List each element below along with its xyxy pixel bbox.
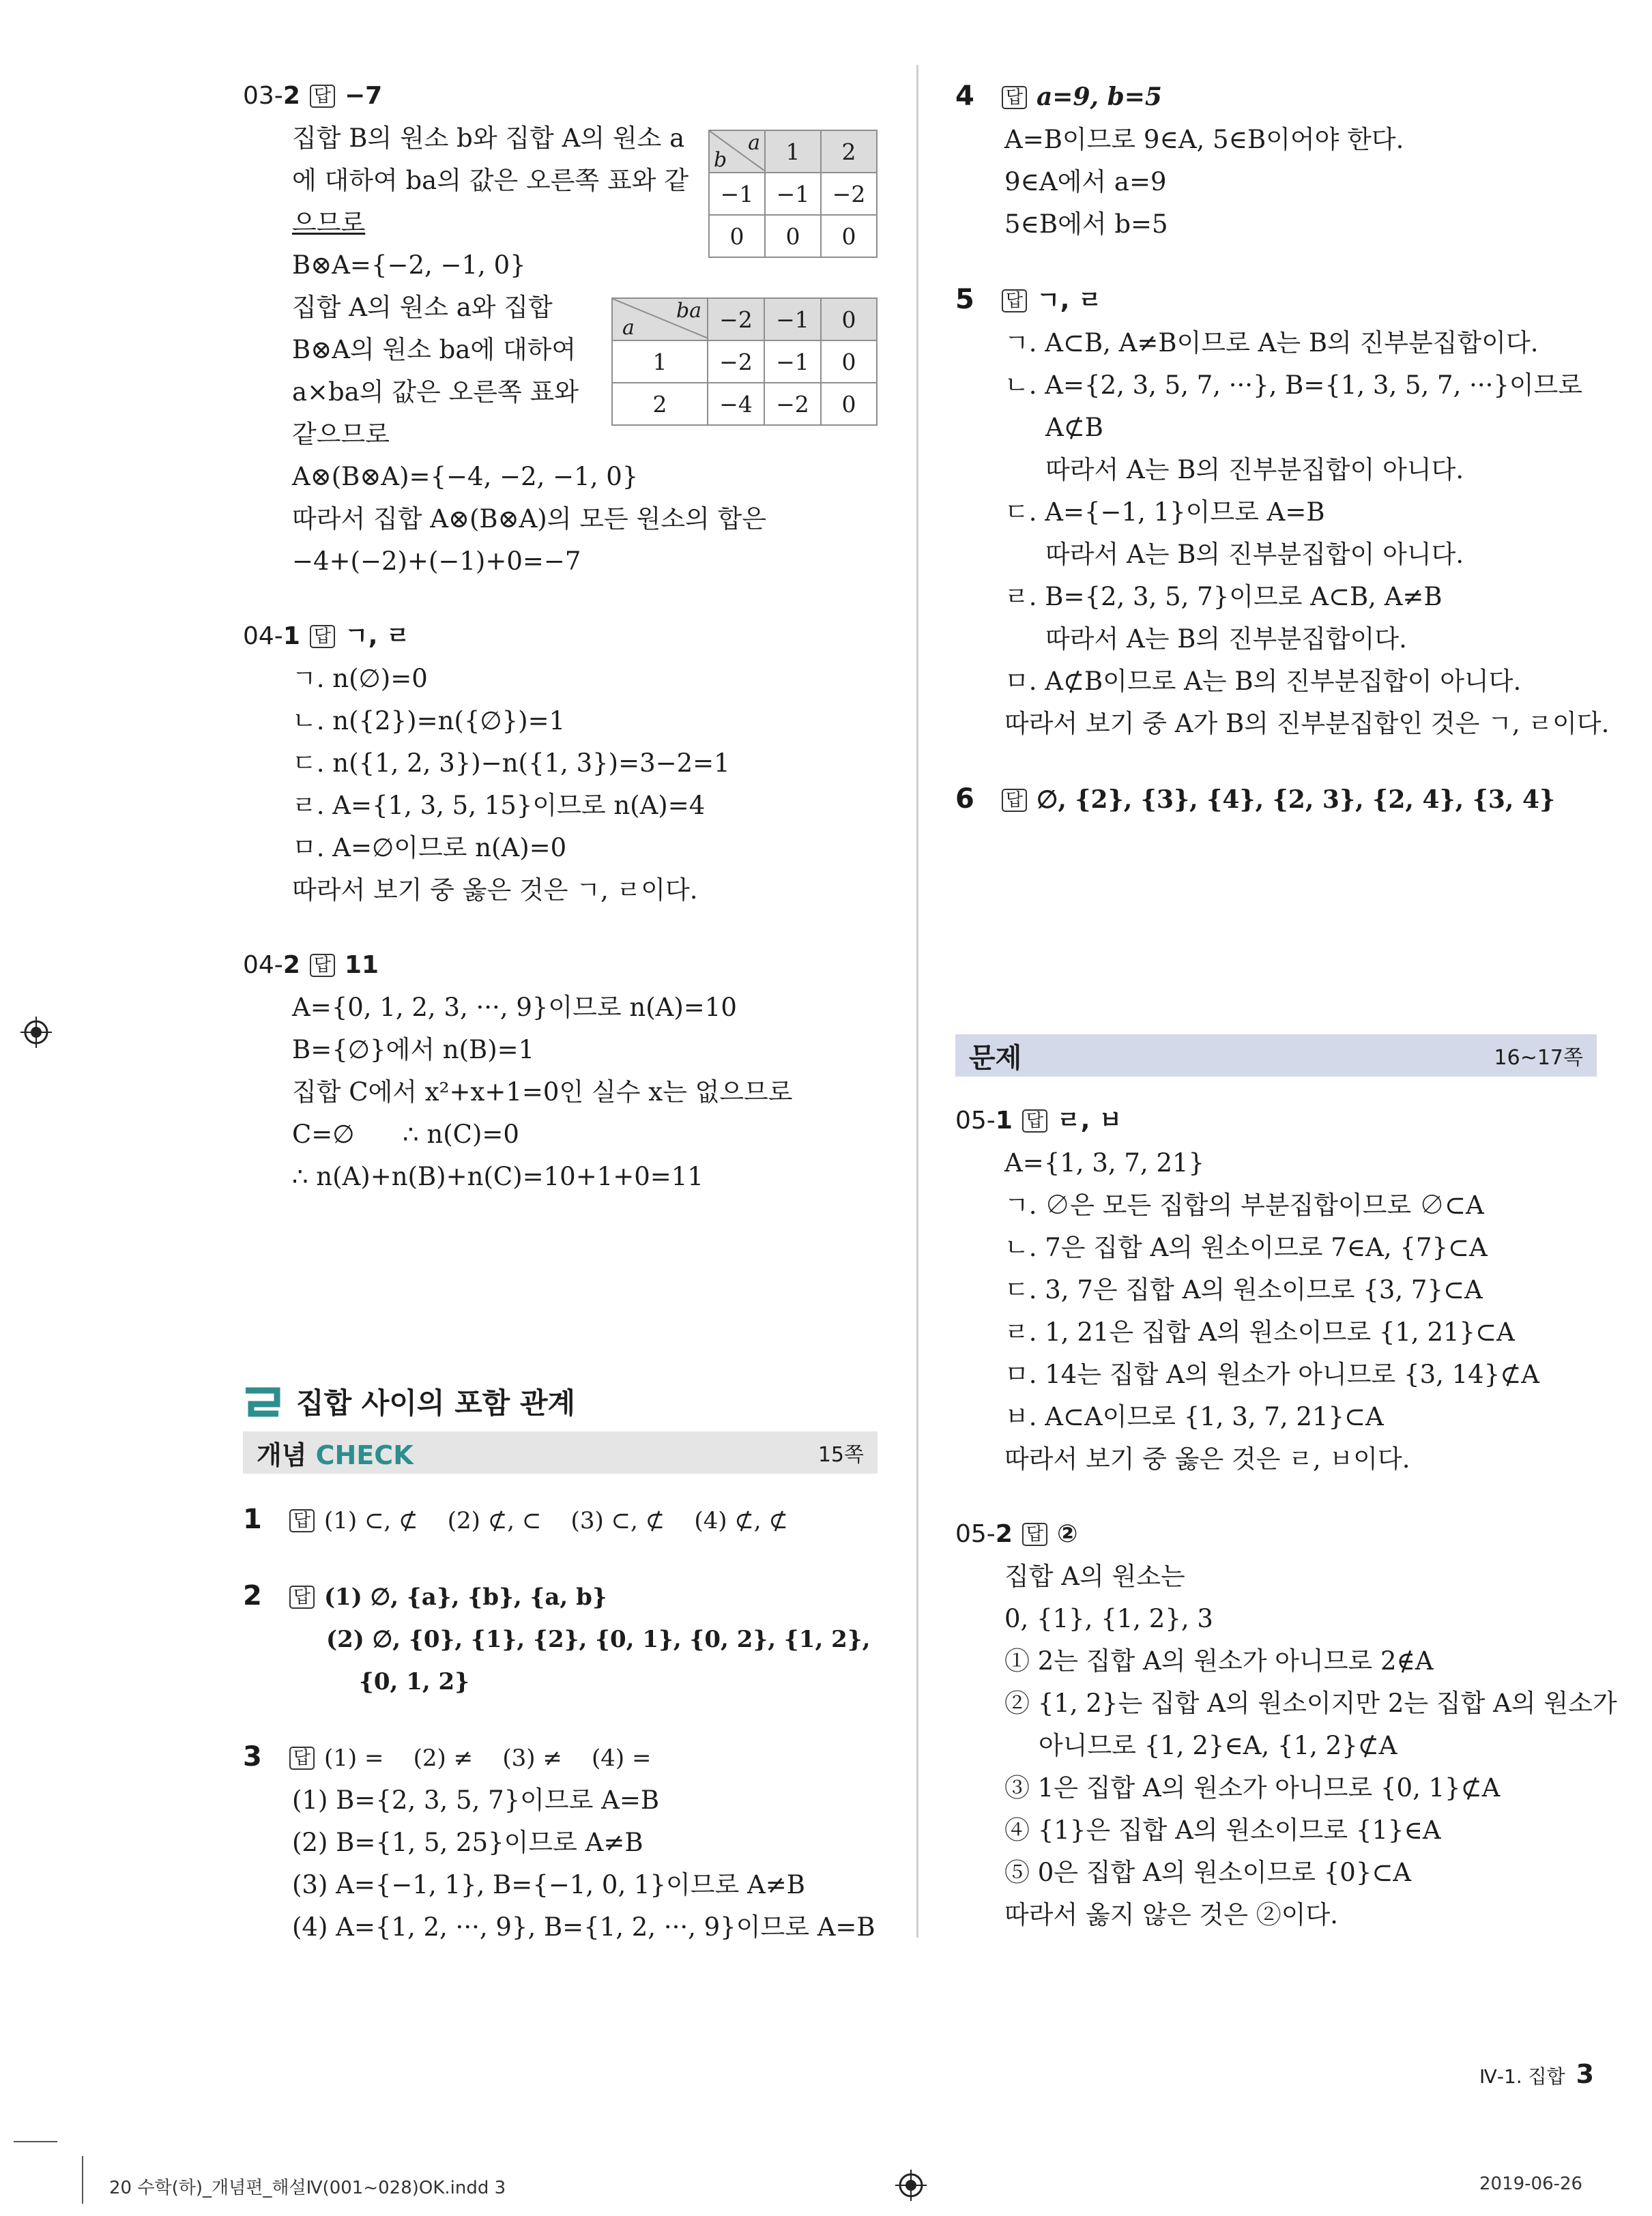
question-2 [243,1575,878,1703]
text-line: 따라서 보기 중 A가 B의 진부분집합인 것은 ㄱ, ㄹ이다. [1004,709,1610,738]
text-line: A⊄B [1045,413,1103,442]
text-line: 따라서 보기 중 옳은 것은 ㄱ, ㄹ이다. [292,875,698,905]
right-column [955,75,1617,1936]
text-line: 따라서 보기 중 옳은 것은 ㄹ, ㅂ이다. [1004,1444,1410,1474]
running-footer [1479,2059,1594,2089]
text-line: ④ {1}은 집합 A의 원소이므로 {1}∈A [1004,1816,1441,1845]
table-header-cell: −1 [764,298,821,340]
page-number: 3 [1576,2059,1595,2089]
text-line: ㄷ. A={−1, 1}이므로 A=B [1004,497,1325,527]
question-1 [243,1498,878,1542]
registration-mark-icon [895,2170,927,2201]
section-2 [243,1382,878,1474]
table-cell: −1 [764,340,821,383]
text-line: 집합 B의 원소 b와 집합 A의 원소 a [292,123,685,153]
text-line: ㄷ. 3, 7은 집합 A의 원소이므로 {3, 7}⊂A [1004,1275,1483,1304]
answer: (1) ∅, {a}, {b}, {a, b} [323,1584,607,1611]
value-table-ba [708,130,878,258]
problem-04-2 [243,944,878,1198]
answer-tag: 답 [1002,86,1027,109]
table-corner [612,298,708,340]
text-line: ㅂ. A⊂A이므로 {1, 3, 7, 21}⊂A [1004,1402,1384,1431]
question-number: 2 [243,1580,262,1612]
text-line: ㄹ. A={1, 3, 5, 15}이므로 n(A)=4 [292,791,706,820]
bar-title: 개념 [257,1440,307,1470]
answer: 11 [345,951,379,979]
corner-top-label: ba [676,299,702,323]
text-line: ∴ n(A)+n(B)+n(C)=10+1+0=11 [292,1162,704,1191]
table-cell: −2 [764,383,821,425]
text-line: ㅁ. 14는 집합 A의 원소가 아니므로 {3, 14}⊄A [1004,1360,1539,1389]
problem-05-1 [955,1100,1597,1481]
answer-line: (2) ∅, {0}, {1}, {2}, {0, 1}, {0, 2}, {1, 2}, [326,1626,871,1653]
text-line: 같으므로 [292,420,390,449]
text-line: ㄹ. 1, 21은 집합 A의 원소이므로 {1, 21}⊂A [1004,1317,1515,1347]
text-line: A={0, 1, 2, 3, ···, 9}이므로 n(A)=10 [292,993,737,1022]
text-line: A={1, 3, 7, 21} [1004,1148,1205,1178]
print-date: 2019-06-26 [1479,2174,1583,2194]
answer-tag: 답 [310,85,335,108]
answer: ∅, {2}, {3}, {4}, {2, 3}, {2, 4}, {3, 4} [1036,785,1556,814]
text-line: (2) B={1, 5, 25}이므로 A≠B [292,1828,643,1857]
bar-page: 15쪽 [817,1443,864,1467]
section-number-icon [243,1386,281,1420]
answer-tag: 답 [310,625,335,648]
text-line: ② {1, 2}는 집합 A의 원소이지만 2는 집합 A의 원소가 [1004,1689,1617,1718]
text-line: 5∈B에서 b=5 [1004,209,1168,239]
problem-number: 04-1 [243,622,300,650]
answer: ㄱ, ㄹ [345,622,410,650]
registration-mark-icon [20,1017,52,1048]
problem-04-1 [243,615,878,912]
answer: −7 [345,82,383,110]
answer-tag: 답 [1002,289,1027,312]
text-line: 따라서 A는 B의 진부분집합이 아니다. [1045,455,1464,484]
problem-number: 05-2 [955,1520,1013,1548]
answer: ㄱ, ㄹ [1036,287,1102,315]
table-cell: −2 [708,340,764,383]
table-cell: 0 [765,215,821,257]
text-line: 에 대하여 ba의 값은 오른쪽 표와 같 [292,166,689,195]
text-line: B⊗A={−2, −1, 0} [292,250,526,280]
answer-tag: 답 [1022,1523,1047,1546]
text-line: (3) A={−1, 1}, B={−1, 0, 1}이므로 A≠B [292,1870,805,1899]
bar-title: 문제 [969,1042,1022,1074]
table-row-header: 1 [612,340,708,383]
text-line: ㄱ. ∅은 모든 집합의 부분집합이므로 ∅⊂A [1004,1191,1484,1220]
text-line: B={∅}에서 n(B)=1 [292,1035,535,1064]
answer-line: {0, 1, 2} [359,1668,470,1695]
crop-mark [14,2141,57,2142]
text-line: (1) B={2, 3, 5, 7}이므로 A=B [292,1785,660,1815]
text-line: 집합 A의 원소 a와 집합 [292,293,553,322]
text-line: 따라서 집합 A⊗(B⊗A)의 모든 원소의 합은 [292,504,766,534]
text-line: A⊗(B⊗A)={−4, −2, −1, 0} [292,462,639,491]
problems-bar [955,1034,1597,1077]
text-line: 집합 C에서 x²+x+1=0인 실수 x는 없으므로 [292,1077,793,1107]
text-line: 9∈A에서 a=9 [1004,167,1167,196]
text-line: 따라서 A는 B의 진부분집합이다. [1045,624,1407,654]
text-line: ㄹ. B={2, 3, 5, 7}이므로 A⊂B, A≠B [1004,582,1443,611]
text-line: ⑤ 0은 집합 A의 원소이므로 {0}⊂A [1004,1858,1412,1887]
answer: (1) = (2) ≠ (3) ≠ (4) = [323,1745,652,1772]
table-cell: −1 [765,173,821,215]
text-line: 으므로 [292,208,366,237]
problem-number: 05-1 [955,1107,1013,1135]
table-cell: 0 [821,340,877,383]
table-row-header: −1 [709,173,765,215]
table-row-header: 0 [709,215,765,257]
question-number: 3 [243,1741,262,1773]
table-corner [709,130,765,173]
text-line: 따라서 A는 B의 진부분집합이 아니다. [1045,540,1464,569]
text-line: ㄷ. n({1, 2, 3})−n({1, 3})=3−2=1 [292,748,730,778]
table-cell: −4 [708,383,764,425]
question-3 [243,1736,878,1949]
answer: a=9, b=5 [1036,83,1162,111]
answer-tag: 답 [1002,789,1027,812]
answer: ② [1057,1520,1078,1548]
text-line: B⊗A의 원소 ba에 대하여 [292,335,577,364]
question-number: 4 [955,81,974,112]
problem-number: 03-2 [243,82,300,110]
answer-tag: 답 [1022,1109,1047,1133]
concept-check-bar [243,1431,878,1474]
table-row-header: 2 [612,383,708,425]
text-line: ㄱ. n(∅)=0 [292,664,428,693]
corner-top-label: a [748,131,760,155]
text-line: −4+(−2)+(−1)+0=−7 [292,546,581,576]
text-line: ③ 1은 집합 A의 원소가 아니므로 {0, 1}⊄A [1004,1773,1501,1803]
bar-highlight: CHECK [315,1440,414,1470]
table-cell: 0 [821,215,877,257]
table-header-cell: 0 [821,298,877,340]
text-line: 따라서 옳지 않은 것은 ②이다. [1004,1900,1338,1929]
text-line: ㅁ. A⊄B이므로 A는 B의 진부분집합이 아니다. [1004,667,1522,696]
text-line: ㄴ. A={2, 3, 5, 7, ···}, B={1, 3, 5, 7, ···}이므로 [1004,370,1583,400]
section-title: 집합 사이의 포함 관계 [296,1386,576,1420]
column-divider [916,65,918,1938]
left-column [243,75,878,1949]
answer: (1) ⊂, ⊄ (2) ⊄, ⊂ (3) ⊂, ⊄ (4) ⊄, ⊄ [323,1507,788,1534]
text-line: (4) A={1, 2, ···, 9}, B={1, 2, ···, 9}이므로 A=B [292,1912,875,1942]
answer-tag: 답 [310,954,335,977]
table-cell: −2 [821,173,877,215]
chapter-label: Ⅳ-1. 집합 [1479,2065,1565,2088]
question-4 [955,75,1597,246]
text-line: ㄱ. A⊂B, A≠B이므로 A는 B의 진부분집합이다. [1004,328,1539,358]
text-line: 집합 A의 원소는 [1004,1562,1185,1591]
file-name: 20 수학(하)_개념편_해설Ⅳ(001~028)OK.indd 3 [109,2178,506,2198]
bar-page: 16~17쪽 [1494,1046,1583,1070]
text-line: ㄴ. 7은 집합 A의 원소이므로 7∈A, {7}⊂A [1004,1233,1488,1262]
text-line: A=B이므로 9∈A, 5∈B이어야 한다. [1004,125,1404,154]
question-number: 5 [955,284,974,315]
problem-03-2 [243,75,878,583]
table-header-cell: 2 [821,130,877,173]
answer-tag: 답 [289,1509,315,1532]
corner-bottom-label: a [622,316,635,340]
answer: ㄹ, ㅂ [1057,1107,1122,1135]
corner-bottom-label: b [714,148,727,172]
answer-tag: 답 [289,1747,315,1770]
text-line: a×ba의 값은 오른쪽 표와 [292,377,579,407]
question-number: 1 [243,1504,262,1535]
question-number: 6 [955,783,974,815]
table-header-cell: −2 [708,298,764,340]
text-line: ㅁ. A=∅이므로 n(A)=0 [292,833,567,862]
value-table-a-times-ba [611,297,878,426]
question-5 [955,278,1610,745]
table-header-cell: 1 [765,130,821,173]
table-cell: 0 [821,383,877,425]
text-line: 0, {1}, {1, 2}, 3 [1004,1604,1213,1633]
question-6 [955,778,1597,821]
crop-mark [82,2156,83,2204]
problem-05-2 [955,1513,1617,1936]
text-line: ① 2는 집합 A의 원소가 아니므로 2∉A [1004,1646,1434,1676]
text-line: ㄴ. n({2})=n({∅})=1 [292,706,566,735]
text-line: 아니므로 {1, 2}∈A, {1, 2}⊄A [1039,1731,1397,1760]
problem-number: 04-2 [243,951,300,979]
answer-tag: 답 [289,1586,315,1609]
text-line: C=∅ ∴ n(C)=0 [292,1120,519,1149]
